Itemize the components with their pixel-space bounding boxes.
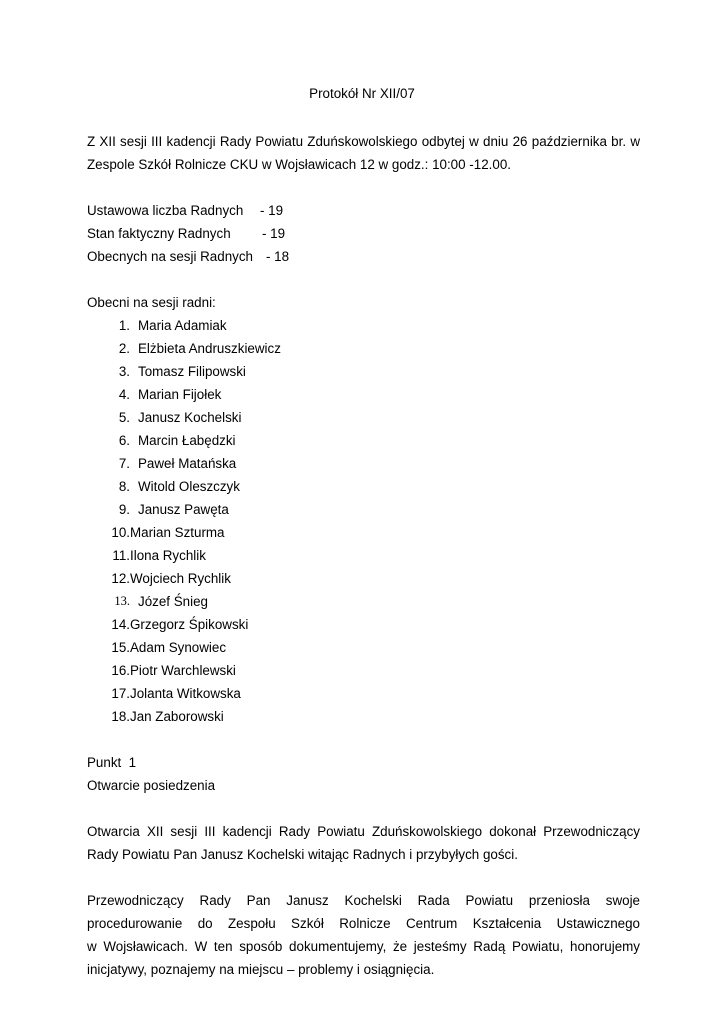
member-name: Wojciech Rychlik xyxy=(130,571,231,586)
list-number: 18. xyxy=(111,709,130,724)
paragraph-line: Rady Powiatu Pan Janusz Kochelski witając Radnych i przybyłych gości. xyxy=(87,847,518,862)
member-name: Janusz Kochelski xyxy=(138,410,242,425)
list-item xyxy=(87,383,281,406)
member-name: Witold Oleszczyk xyxy=(138,479,240,494)
list-number: 8. xyxy=(118,479,130,494)
member-name: Grzegorz Śpikowski xyxy=(130,617,249,632)
punkt-label: Punkt 1 xyxy=(87,755,137,770)
attendance-stats xyxy=(87,199,289,268)
list-item xyxy=(87,544,281,567)
intro-paragraph xyxy=(87,130,640,176)
document-title: Protokół Nr XII/07 xyxy=(309,86,415,101)
opening-paragraph xyxy=(87,820,640,866)
list-item xyxy=(87,314,281,337)
list-item xyxy=(87,337,281,360)
stat-label: Ustawowa liczba Radnych xyxy=(87,203,244,218)
paragraph-line: Przewodniczący Rady Pan Janusz Kochelski Rada Powiatu przeniosła swoje xyxy=(87,893,640,908)
member-name: Jolanta Witkowska xyxy=(130,686,241,701)
present-heading: Obecni na sesji radni: xyxy=(87,295,216,310)
list-number: 11. xyxy=(112,548,130,563)
member-name: Marian Szturma xyxy=(130,525,225,540)
list-item xyxy=(87,567,281,590)
paragraph-line: inicjatywy, poznajemy na miejscu – problemy i osiągnięcia. xyxy=(87,962,435,977)
list-number: 2. xyxy=(118,341,130,356)
member-name: Elżbieta Andruszkiewicz xyxy=(138,341,281,356)
list-item xyxy=(87,498,281,521)
member-name: Józef Śnieg xyxy=(138,594,208,609)
stat-row xyxy=(87,199,289,222)
member-name: Tomasz Filipowski xyxy=(138,364,246,379)
stat-value: - 18 xyxy=(266,249,290,264)
list-number: 16. xyxy=(111,663,130,678)
paragraph-line: w Wojsławicach. W ten sposób dokumentujemy, że jesteśmy Radą Powiatu, honorujemy xyxy=(87,939,640,954)
list-number: 12. xyxy=(111,571,130,586)
list-item xyxy=(87,659,281,682)
list-number: 6. xyxy=(118,433,130,448)
list-number: 14. xyxy=(111,617,130,632)
list-number: 10. xyxy=(111,525,130,540)
member-name: Piotr Warchlewski xyxy=(130,663,236,678)
members-list xyxy=(87,314,281,728)
list-item xyxy=(87,360,281,383)
list-item xyxy=(87,613,281,636)
intro-line: Z XII sesji III kadencji Rady Powiatu Zduńskowolskiego odbytej w dniu 26 października br. w xyxy=(87,134,640,149)
stat-value: - 19 xyxy=(260,203,284,218)
list-item xyxy=(87,475,281,498)
member-name: Marian Fijołek xyxy=(138,387,222,402)
stat-value: - 19 xyxy=(262,226,286,241)
list-item xyxy=(87,636,281,659)
list-number: 7. xyxy=(118,456,130,471)
member-name: Paweł Matańska xyxy=(138,456,237,471)
member-name: Marcin Łabędzki xyxy=(138,433,236,448)
stat-row xyxy=(87,245,289,268)
member-name: Ilona Rychlik xyxy=(130,548,206,563)
stat-label: Obecnych na sesji Radnych xyxy=(87,249,253,264)
list-item xyxy=(87,705,281,728)
list-number: 4. xyxy=(118,387,130,402)
list-number: 13. xyxy=(114,594,130,608)
paragraph-line: procedurowanie do Zespołu Szkół Rolnicze Centrum Kształcenia Ustawicznego xyxy=(87,916,640,931)
relocation-paragraph xyxy=(87,889,640,981)
member-name: Maria Adamiak xyxy=(138,318,227,333)
list-number: 17. xyxy=(111,686,130,701)
list-item xyxy=(87,452,281,475)
stat-label: Stan faktyczny Radnych xyxy=(87,226,231,241)
paragraph-line: Otwarcia XII sesji III kadencji Rady Powiatu Zduńskowolskiego dokonał Przewodniczący xyxy=(87,824,640,839)
list-number: 15. xyxy=(111,640,130,655)
punkt-title: Otwarcie posiedzenia xyxy=(87,778,216,793)
stat-row xyxy=(87,222,289,245)
section-heading xyxy=(87,751,215,797)
list-number: 9. xyxy=(118,502,130,517)
list-item xyxy=(87,682,281,705)
member-name: Adam Synowiec xyxy=(130,640,227,655)
list-number: 1. xyxy=(118,318,130,333)
list-item xyxy=(87,521,281,544)
member-name: Jan Zaborowski xyxy=(130,709,224,724)
list-item xyxy=(87,406,281,429)
intro-line: Zespole Szkół Rolnicze CKU w Wojsławicach 12 w godz.: 10:00 -12.00. xyxy=(87,157,511,172)
list-number: 5. xyxy=(118,410,130,425)
list-number: 3. xyxy=(118,364,130,379)
member-name: Janusz Pawęta xyxy=(138,502,229,517)
list-item xyxy=(87,429,281,452)
list-item xyxy=(87,590,281,613)
